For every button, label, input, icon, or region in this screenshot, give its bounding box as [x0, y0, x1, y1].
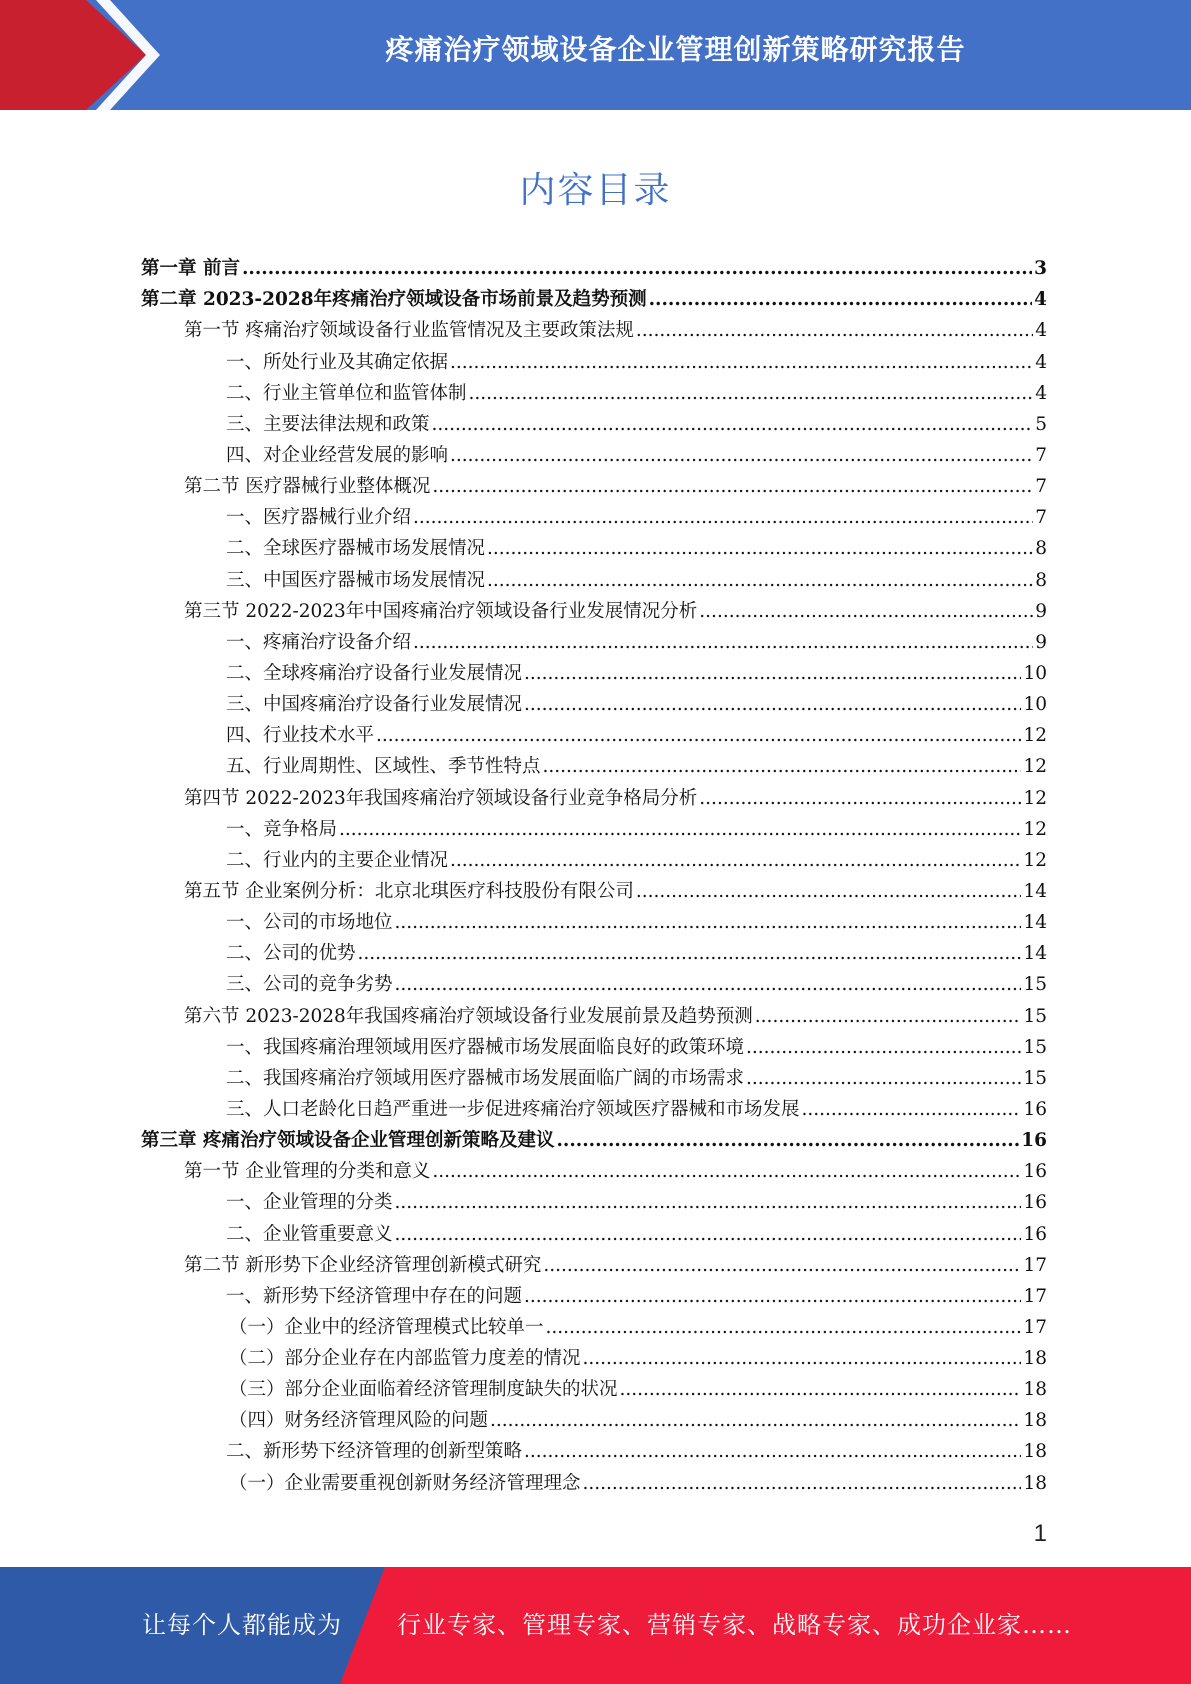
toc-leader-dots [755, 1001, 1022, 1032]
toc-entry-label: 二、全球医疗器械市场发展情况 [226, 538, 486, 560]
toc-entry[interactable] [141, 658, 1047, 689]
toc-entry-label: 二、全球疼痛治疗设备行业发展情况 [226, 662, 523, 684]
toc-entry-label: 第二节 新形势下企业经济管理创新模式研究 [184, 1254, 542, 1276]
toc-leader-dots [556, 1125, 1019, 1156]
toc-entry[interactable] [141, 471, 1047, 502]
toc-entry-label: 一、公司的市场地位 [226, 912, 393, 934]
toc-leader-dots [450, 845, 1021, 876]
toc-entry[interactable] [141, 876, 1047, 907]
toc-entry-label: 第二节 医疗器械行业整体概况 [184, 476, 431, 498]
toc-entry-page: 4 [1035, 351, 1047, 373]
toc-entry-page: 14 [1023, 912, 1047, 934]
toc-leader-dots [450, 440, 1033, 471]
toc-entry[interactable] [141, 1343, 1047, 1374]
toc-leader-dots [636, 876, 1022, 907]
toc-entry-page: 18 [1023, 1379, 1047, 1401]
toc-entry-label: 第四节 2022-2023年我国疼痛治疗领域设备行业竞争格局分析 [184, 787, 698, 809]
toc-entry-label: 一、医疗器械行业介绍 [226, 507, 412, 529]
toc-entry[interactable] [141, 1281, 1047, 1312]
toc-entry-label: 第一节 企业管理的分类和意义 [184, 1161, 431, 1183]
toc-leader-dots [543, 1250, 1021, 1281]
toc-entry-page: 12 [1023, 756, 1047, 778]
toc-entry-page: 9 [1035, 631, 1047, 653]
toc-entry[interactable] [141, 1032, 1047, 1063]
toc-entry-page: 8 [1035, 569, 1047, 591]
toc-leader-dots [469, 378, 1034, 409]
toc-entry[interactable] [141, 969, 1047, 1000]
toc-entry-page: 18 [1023, 1441, 1047, 1463]
toc-entry-label: 二、企业管重要意义 [226, 1223, 393, 1245]
toc-leader-dots [802, 1094, 1022, 1125]
toc-leader-dots [395, 1187, 1022, 1218]
toc-entry[interactable] [141, 627, 1047, 658]
toc-leader-dots [432, 1156, 1021, 1187]
header-red-arrow-shape [0, 0, 150, 110]
toc-entry[interactable] [141, 1000, 1047, 1031]
toc-entry-page: 12 [1023, 725, 1047, 747]
toc-leader-dots [395, 969, 1022, 1000]
toc-leader-dots [699, 596, 1033, 627]
toc-entry-page: 16 [1023, 1161, 1047, 1183]
toc-leader-dots [746, 1063, 1021, 1094]
toc-entry-page: 17 [1023, 1254, 1047, 1276]
toc-entry[interactable] [141, 378, 1047, 409]
toc-entry-label: 二、公司的优势 [226, 943, 356, 965]
toc-leader-dots [583, 1468, 1022, 1499]
toc-leader-dots [487, 565, 1033, 596]
toc-entry[interactable] [141, 689, 1047, 720]
toc-entry-page: 15 [1023, 1005, 1047, 1027]
toc-entry-page: 18 [1023, 1410, 1047, 1432]
toc-leader-dots [546, 1312, 1022, 1343]
toc-entry-label: （三）部分企业面临着经济管理制度缺失的状况 [229, 1379, 618, 1401]
toc-leader-dots [699, 783, 1021, 814]
toc-leader-dots [395, 1219, 1022, 1250]
toc-entry[interactable] [141, 253, 1047, 284]
toc-entry-page: 4 [1034, 289, 1047, 311]
toc-entry-label: （二）部分企业存在内部监管力度差的情况 [229, 1348, 581, 1370]
toc-leader-dots [376, 720, 1021, 751]
toc-entry-page: 15 [1023, 1067, 1047, 1089]
toc-entry-label: 一、竞争格局 [226, 818, 338, 840]
toc-entry-label: 二、新形势下经济管理的创新型策略 [226, 1441, 523, 1463]
toc-entry-page: 12 [1023, 818, 1047, 840]
toc-leader-dots [395, 907, 1022, 938]
toc-entry[interactable] [141, 751, 1047, 782]
toc-entry-label: 三、主要法律法规和政策 [226, 413, 430, 435]
toc-entry[interactable] [141, 814, 1047, 845]
toc-entry[interactable] [141, 440, 1047, 471]
toc-entry[interactable] [141, 1125, 1047, 1156]
toc-leader-dots [524, 689, 1021, 720]
toc-entry-page: 4 [1035, 320, 1047, 342]
toc-entry-label: 三、中国医疗器械市场发展情况 [226, 569, 486, 591]
toc-entry[interactable] [141, 502, 1047, 533]
toc-entry-page: 7 [1035, 507, 1047, 529]
toc-entry-page: 9 [1035, 600, 1047, 622]
toc-entry[interactable] [141, 720, 1047, 751]
toc-entry[interactable] [141, 564, 1047, 595]
toc-entry-label: 三、公司的竞争劣势 [226, 974, 393, 996]
toc-entry-label: 二、行业内的主要企业情况 [226, 849, 449, 871]
toc-entry[interactable] [141, 1250, 1047, 1281]
report-title: 疼痛治疗领域设备企业管理创新策略研究报告 [385, 33, 966, 66]
toc-entry-page: 7 [1035, 476, 1047, 498]
toc-entry-label: 第一节 疼痛治疗领域设备行业监管情况及主要政策法规 [184, 320, 634, 342]
toc-entry-page: 12 [1023, 849, 1047, 871]
toc-entry-label: 一、所处行业及其确定依据 [226, 351, 449, 373]
toc-entry-page: 3 [1034, 258, 1047, 280]
toc-entry-page: 17 [1023, 1285, 1047, 1307]
footer-band [0, 1567, 1191, 1684]
toc-entry-label: 第三节 2022-2023年中国疼痛治疗领域设备行业发展情况分析 [184, 600, 698, 622]
toc-entry-page: 10 [1023, 694, 1047, 716]
toc-leader-dots [339, 814, 1021, 845]
toc-heading: 内容目录 [519, 170, 672, 211]
toc-entry[interactable] [141, 1312, 1047, 1343]
toc-leader-dots [524, 1436, 1021, 1467]
toc-entry-page: 18 [1023, 1348, 1047, 1370]
toc-entry-label: 四、行业技术水平 [226, 725, 375, 747]
toc-leader-dots [487, 533, 1033, 564]
toc-entry-page: 18 [1023, 1472, 1047, 1494]
toc-leader-dots [450, 347, 1033, 378]
toc-entry-label: （一）企业中的经济管理模式比较单一 [229, 1316, 544, 1338]
toc-entry[interactable] [141, 596, 1047, 627]
toc-entry-page: 16 [1023, 1192, 1047, 1214]
toc-entry-label: 二、我国疼痛治疗领域用医疗器械市场发展面临广阔的市场需求 [226, 1067, 745, 1089]
toc-entry-page: 14 [1023, 943, 1047, 965]
toc-entry-page: 16 [1021, 1130, 1047, 1152]
toc-entry-page: 15 [1023, 974, 1047, 996]
toc-leader-dots [490, 1405, 1021, 1436]
table-of-contents [141, 253, 1047, 1499]
toc-leader-dots [358, 938, 1022, 969]
toc-entry-page: 8 [1035, 538, 1047, 560]
toc-leader-dots [413, 502, 1033, 533]
toc-leader-dots [543, 751, 1022, 782]
toc-entry-label: 一、我国疼痛治理领域用医疗器械市场发展面临良好的政策环境 [226, 1036, 745, 1058]
toc-entry-label: 四、对企业经营发展的影响 [226, 444, 449, 466]
toc-leader-dots [524, 658, 1021, 689]
toc-entry-label: （四）财务经济管理风险的问题 [229, 1410, 489, 1432]
toc-entry[interactable] [141, 1063, 1047, 1094]
toc-leader-dots [524, 1281, 1021, 1312]
toc-entry[interactable] [141, 284, 1047, 315]
toc-leader-dots [636, 315, 1033, 346]
toc-entry[interactable] [141, 533, 1047, 564]
header-band [0, 0, 1191, 110]
toc-entry-page: 16 [1023, 1223, 1047, 1245]
toc-entry[interactable] [141, 907, 1047, 938]
toc-entry[interactable] [141, 1094, 1047, 1125]
toc-entry-label: 第五节 企业案例分析：北京北琪医疗科技股份有限公司 [184, 880, 634, 902]
toc-entry[interactable] [141, 1374, 1047, 1405]
toc-leader-dots [649, 284, 1033, 315]
toc-leader-dots [242, 253, 1032, 284]
toc-entry-page: 10 [1023, 662, 1047, 684]
toc-leader-dots [432, 409, 1034, 440]
toc-entry-page: 5 [1035, 413, 1047, 435]
toc-entry-label: 一、企业管理的分类 [226, 1192, 393, 1214]
toc-entry-page: 17 [1023, 1316, 1047, 1338]
toc-entry-page: 15 [1023, 1036, 1047, 1058]
toc-entry[interactable] [141, 315, 1047, 346]
toc-entry-page: 12 [1023, 787, 1047, 809]
toc-entry-label: 二、行业主管单位和监管体制 [226, 382, 467, 404]
toc-entry[interactable] [141, 346, 1047, 377]
toc-entry-page: 16 [1023, 1098, 1047, 1120]
toc-entry-page: 14 [1023, 880, 1047, 902]
toc-entry-label: 三、中国疼痛治疗设备行业发展情况 [226, 694, 523, 716]
page-number: 1 [1033, 1520, 1047, 1547]
toc-entry-label: 第一章 前言 [141, 258, 240, 280]
toc-entry[interactable] [141, 1218, 1047, 1249]
footer-slogan-left: 让每个人都能成为 [142, 1611, 342, 1639]
toc-entry[interactable] [141, 1187, 1047, 1218]
toc-entry[interactable] [141, 1467, 1047, 1498]
toc-entry[interactable] [141, 1436, 1047, 1467]
toc-entry-page: 7 [1035, 444, 1047, 466]
toc-entry[interactable] [141, 782, 1047, 813]
footer-slogan-right: 行业专家、管理专家、营销专家、战略专家、成功企业家…… [397, 1611, 1072, 1639]
toc-entry[interactable] [141, 1156, 1047, 1187]
toc-entry-label: 三、人口老龄化日趋严重进一步促进疼痛治疗领域医疗器械和市场发展 [226, 1098, 800, 1120]
toc-entry-label: 五、行业周期性、区域性、季节性特点 [226, 756, 541, 778]
toc-entry[interactable] [141, 845, 1047, 876]
toc-leader-dots [413, 627, 1033, 658]
toc-leader-dots [746, 1032, 1021, 1063]
toc-entry-label: 一、新形势下经济管理中存在的问题 [226, 1285, 523, 1307]
toc-leader-dots [432, 471, 1033, 502]
toc-entry-label: 第三章 疼痛治疗领域设备企业管理创新策略及建议 [141, 1130, 555, 1152]
toc-entry[interactable] [141, 409, 1047, 440]
toc-entry-label: 一、疼痛治疗设备介绍 [226, 631, 412, 653]
toc-leader-dots [620, 1374, 1022, 1405]
toc-entry-label: 第二章 2023-2028年疼痛治疗领域设备市场前景及趋势预测 [141, 289, 647, 311]
toc-leader-dots [583, 1343, 1022, 1374]
toc-entry-page: 4 [1035, 382, 1047, 404]
toc-entry[interactable] [141, 1405, 1047, 1436]
toc-entry-label: 第六节 2023-2028年我国疼痛治疗领域设备行业发展前景及趋势预测 [184, 1005, 753, 1027]
toc-entry-label: （一）企业需要重视创新财务经济管理理念 [229, 1472, 581, 1494]
toc-entry[interactable] [141, 938, 1047, 969]
